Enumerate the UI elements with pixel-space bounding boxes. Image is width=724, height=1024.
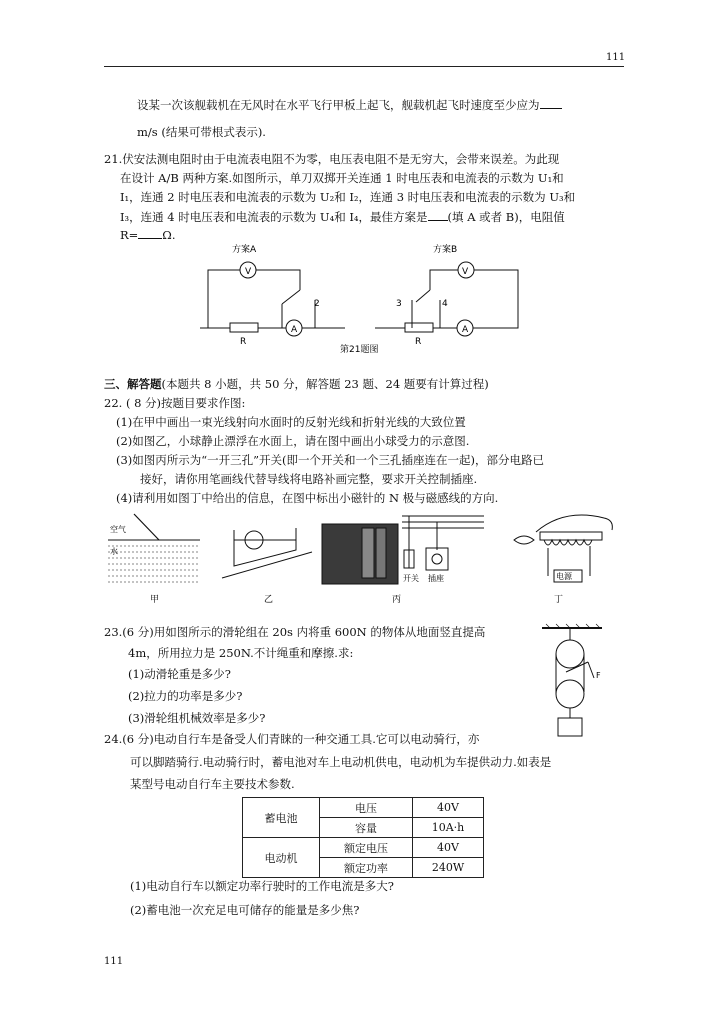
q20-text: 设某一次该舰载机在无风时在水平飞行甲板上起飞，舰载机起飞时速度至少应为 — [137, 98, 540, 112]
terminal-label: 2 — [314, 299, 320, 309]
water-label: 水 — [110, 547, 118, 556]
movable-pulley — [556, 680, 584, 708]
table-cell-rated-power-value: 240W — [413, 858, 484, 878]
scheme-a-wire — [256, 270, 300, 290]
figure-yi — [222, 528, 312, 578]
scheme-b-switch-blade — [416, 290, 430, 302]
q21-text: Ω. — [162, 228, 176, 242]
table-row — [243, 798, 484, 818]
section3-heading — [104, 376, 489, 392]
table-cell-voltage-value: 40V — [413, 798, 484, 818]
q21-line3: I₁，连通 2 时电压表和电流表的示数为 U₂和 I₂，连通 3 时电压表和电流表的示数为 U₃和 — [120, 190, 576, 204]
compass-needle — [514, 536, 534, 544]
section3-desc: (本题共 8 小题，共 50 分，解答题 23 题、24 题要有计算过程) — [161, 377, 489, 391]
table-cell-rated-power: 额定功率 — [320, 858, 413, 878]
scheme-a-switch-blade — [282, 290, 300, 304]
header-page-number: 111 — [606, 52, 626, 63]
terminal-label: 4 — [442, 299, 448, 309]
q23-item2: (2)拉力的功率是多少? — [128, 689, 243, 703]
power-source-label: 电源 — [556, 572, 572, 581]
q22-item3a: (3)如图丙所示为“一开三孔”开关(即一个开关和一个三孔插座连在一起)，部分电路已 — [116, 453, 545, 467]
pulley-figure — [536, 622, 616, 742]
table-cell-capacity: 容量 — [320, 818, 413, 838]
specs-table — [242, 797, 484, 878]
table-cell-rated-voltage-value: 40V — [413, 838, 484, 858]
footer-page-number: 111 — [104, 956, 124, 967]
switch-label: 开关 — [403, 574, 419, 583]
q20-line1 — [137, 96, 562, 113]
q23-item3: (3)滑轮组机械效率是多少? — [128, 711, 266, 725]
answer-blank-resistance[interactable] — [138, 226, 162, 239]
scheme-a-wire — [208, 270, 240, 328]
q22-figures — [104, 510, 624, 610]
header-rule — [104, 66, 624, 67]
scheme-a-label: 方案A — [232, 245, 257, 255]
voltmeter-label: V — [245, 267, 252, 277]
q21-line2: 在设计 A/B 两种方案.如图所示，单刀双掷开关连通 1 时电压表和电流表的示数为 U₁和 — [120, 171, 564, 185]
load-block — [558, 718, 582, 736]
q24-item2: (2)蓄电池一次充足电可储存的能量是多少焦? — [130, 903, 360, 917]
terminal-label: 3 — [396, 299, 402, 309]
q22-item1: (1)在甲中画出一束光线射向水面时的反射光线和折射光线的大致位置 — [116, 415, 466, 429]
force-label: F — [596, 671, 601, 680]
q21-text: (填 A 或者 B)，电阻值 — [447, 210, 565, 224]
q23-line1: 23.(6 分)用如图所示的滑轮组在 20s 内将重 600N 的物体从地面竖直提高 — [104, 625, 486, 639]
q24-line1: 24.(6 分)电动自行车是备受人们青睐的一种交通工具.它可以电动骑行，亦 — [104, 732, 480, 746]
table-cell-motor: 电动机 — [243, 838, 320, 878]
scheme-b-label: 方案B — [433, 245, 458, 255]
ammeter-label: A — [462, 325, 469, 335]
scheme-a-resistor — [230, 323, 258, 332]
figure-caption-bing: 丙 — [392, 595, 402, 605]
q23-line2: 4m，所用拉力是 250N.不计绳重和摩擦.求: — [128, 646, 354, 660]
voltmeter-label: V — [462, 267, 469, 277]
q20-line2: m/s (结果可带根式表示). — [137, 125, 266, 139]
q24-line3: 某型号电动自行车主要技术参数. — [130, 777, 295, 791]
q21-circuit-figure — [190, 240, 530, 360]
resistor-label: R — [415, 337, 422, 347]
q24-item1: (1)电动自行车以额定功率行驶时的工作电流是多大? — [130, 879, 394, 893]
q22-item3b: 接好，请你用笔画线代替导线将电路补画完整，要求开关控制插座. — [140, 472, 478, 486]
air-label: 空气 — [110, 525, 126, 534]
q21-text: I₃，连通 4 时电压表和电流表的示数为 U₄和 I₄，最佳方案是 — [120, 210, 428, 224]
q21-text: R= — [120, 228, 139, 242]
q22-item2: (2)如图乙，小球静止漂浮在水面上，请在图中画出小球受力的示意图. — [116, 434, 470, 448]
q23-item1: (1)动滑轮重是多少? — [128, 667, 231, 681]
answer-blank[interactable] — [540, 96, 562, 109]
table-cell-battery: 蓄电池 — [243, 798, 320, 838]
q21-figure-caption: 第21题图 — [340, 345, 379, 355]
q21-line1: 21.伏安法测电阻时由于电流表电阻不为零，电压表电阻不是无穷大，会带来误差。为此现 — [104, 152, 560, 166]
q22-head: 22. ( 8 分)按题目要求作图: — [104, 396, 246, 410]
section3-title: 三、解答题 — [104, 377, 162, 391]
socket-label: 插座 — [428, 574, 444, 583]
figure-caption-ding: 丁 — [554, 595, 564, 605]
fixed-pulley — [556, 640, 584, 668]
table-cell-voltage: 电压 — [320, 798, 413, 818]
answer-blank-scheme[interactable] — [428, 208, 448, 221]
ammeter-label: A — [291, 325, 298, 335]
incident-ray — [134, 514, 159, 540]
q24-line2: 可以脚踏骑行.电动骑行时，蓄电池对车上电动机供电，电动机为车提供动力.如表是 — [130, 755, 552, 769]
q21-line5 — [120, 226, 176, 243]
table-cell-capacity-value: 10A·h — [413, 818, 484, 838]
table-cell-rated-voltage: 额定电压 — [320, 838, 413, 858]
scheme-b-resistor — [405, 323, 433, 332]
table-row — [243, 838, 484, 858]
figure-caption-yi: 乙 — [264, 595, 274, 605]
figure-caption-jia: 甲 — [150, 595, 160, 605]
q22-item4: (4)请利用如图丁中给出的信息，在图中标出小磁针的 N 极与磁感线的方向. — [116, 491, 499, 505]
q21-line4 — [120, 208, 565, 225]
resistor-label: R — [240, 337, 247, 347]
